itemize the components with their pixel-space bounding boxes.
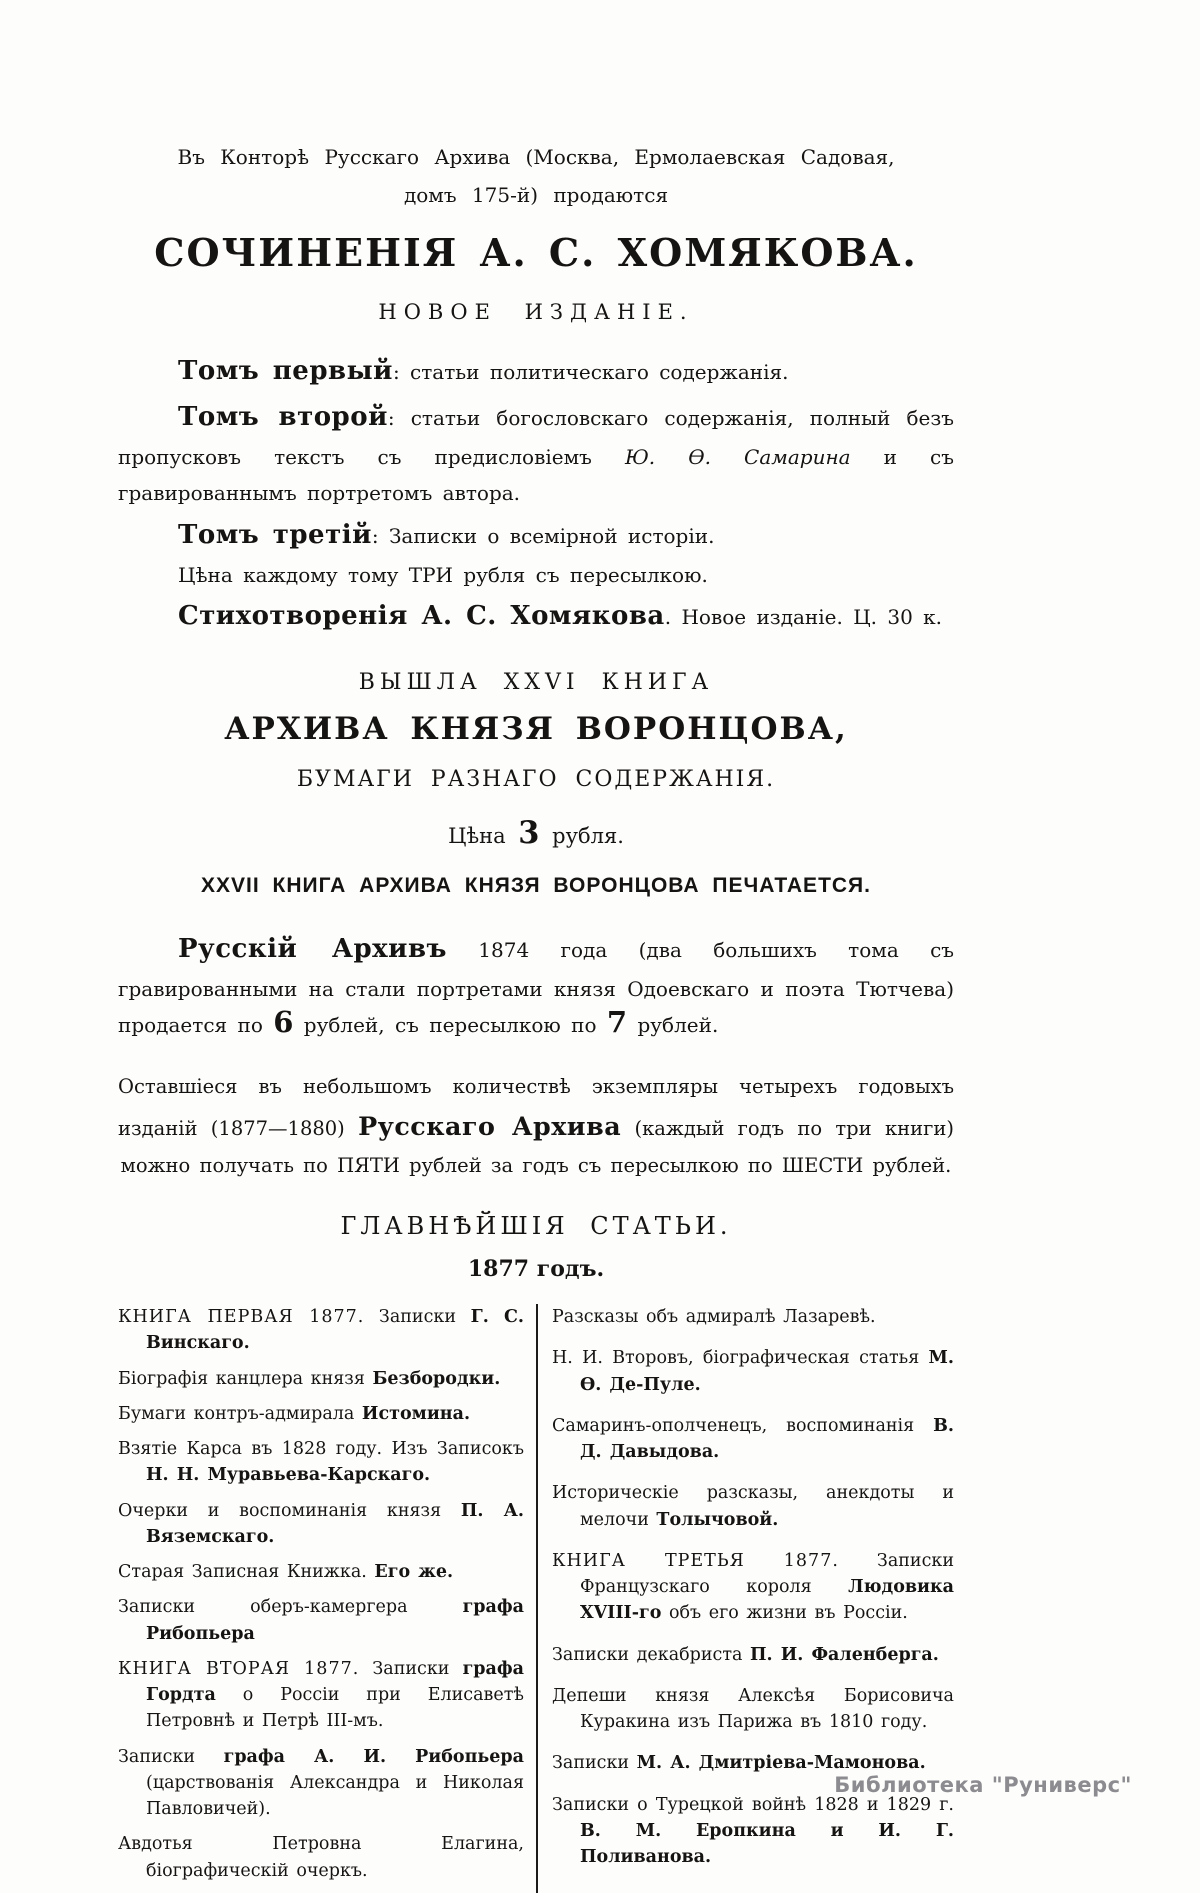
text-segment: Истомина. [361, 1403, 471, 1424]
text-segment: графа Рибопьера [146, 1597, 524, 1644]
main-articles-heading: ГЛАВНѢЙШІЯ СТАТЬИ. [340, 1212, 732, 1241]
text-segment: Оставшіеся въ небольшомъ количествѣ экземпляры четырехъ годовыхъ изданій (1877—1880) [118, 1074, 954, 1141]
arhiv-1874-entry [118, 926, 954, 1043]
text-segment: Записки оберъ-камергера [118, 1597, 463, 1618]
text-segment: Разсказы объ адмиралѣ Лазаревѣ. [552, 1307, 876, 1328]
article-list-item [552, 1345, 954, 1398]
article-list-item [552, 1304, 954, 1330]
publisher-address [118, 138, 954, 214]
text-segment: Томъ второй [178, 402, 388, 433]
voroncov-issued-line: ВЫШЛА XXVI КНИГА [358, 669, 714, 695]
text-segment: рублей, съ пересылкою по [293, 1012, 607, 1037]
text-segment: Русскаго Архива [358, 1111, 622, 1142]
articles-year: 1877 годъ. [467, 1256, 605, 1283]
text-segment: П. И. Фаленберга. [750, 1644, 939, 1665]
voroncov-price [118, 814, 954, 851]
page-title: СОЧИНЕНІЯ А. С. ХОМЯКОВА. [154, 230, 918, 275]
text-segment: 7 [606, 1004, 628, 1039]
voroncov-printing-note: XXVII КНИГА АРХИВА КНЯЗЯ ВОРОНЦОВА ПЕЧАТАЕТСЯ. [201, 874, 871, 898]
article-list-item [552, 1683, 954, 1736]
article-list-item [118, 1401, 524, 1427]
text-segment: графа Гордта [146, 1658, 524, 1706]
article-list-item [118, 1656, 524, 1735]
voroncov-subtitle: БУМАГИ РАЗНАГО СОДЕРЖАНІЯ. [296, 766, 776, 792]
text-segment: Очерки и воспоминанія князя [118, 1500, 461, 1521]
library-watermark: Библиотека "Руниверс" [834, 1773, 1132, 1797]
text-segment: графа А. И. Рибопьера [223, 1746, 524, 1767]
text-segment: Н. Н. Муравьева-Карскаго. [146, 1465, 431, 1486]
article-list-item [118, 1436, 524, 1489]
text-segment: В. Д. Давыдова. [580, 1415, 954, 1463]
text-segment: и съ гравированнымъ портретомъ автора. [118, 445, 954, 505]
remaining-copies-entry [118, 1070, 954, 1185]
text-segment: Безбородки. [372, 1368, 501, 1389]
text-segment: Стихотворенія А. С. Хомякова [178, 601, 665, 632]
article-list-item [118, 1559, 524, 1585]
voroncov-title: АРХИВА КНЯЗЯ ВОРОНЦОВА, [224, 710, 848, 747]
text-segment: Взятіе Карса въ 1828 году. Изъ Записокъ [118, 1439, 524, 1460]
articles-column-left [118, 1304, 536, 1893]
article-list-item [118, 1366, 524, 1392]
text-segment: Записки [118, 1746, 224, 1767]
text-segment: М. А. Дмитріева-Мамонова. [636, 1753, 926, 1774]
text-segment: Русскій Архивъ [178, 934, 447, 965]
text-segment: о Россіи при Елисаветѣ Петровнѣ и Петрѣ III-мъ. [146, 1685, 524, 1732]
text-segment: Записки [359, 1658, 463, 1679]
text-segment: Авдотья Петровна Елагина, біографическій очеркъ. [118, 1834, 524, 1881]
article-list-item [552, 1480, 954, 1533]
text-segment: 6 [273, 1004, 294, 1039]
poems-entry [118, 593, 954, 639]
text-segment: Его же. [374, 1562, 454, 1583]
text-segment: : статьи богословскаго содержанія, полный безъ пропусковъ текстъ съ предисловіемъ [118, 406, 954, 470]
text-segment: 3 [518, 814, 540, 851]
text-segment: (царствованія Александра и Николая Павловичей). [146, 1772, 524, 1820]
text-segment: КНИГА ВТОРАЯ 1877. [118, 1658, 360, 1679]
text-segment: В. М. Еропкина и И. Г. Поливанова. [580, 1820, 954, 1868]
text-segment: Старая Записная Книжка. [118, 1562, 375, 1583]
article-list-item [552, 1413, 954, 1466]
article-list-item [118, 1498, 524, 1551]
text-segment: Н. И. Второвъ, біографическая статья [552, 1348, 929, 1369]
text-segment: Толычовой. [656, 1509, 779, 1530]
text-segment: (каждый годъ по три книги) можно получать по ПЯТИ рублей за годъ съ пересылкою по ШЕСТИ рублей. [120, 1117, 954, 1178]
text-segment: Біографія канцлера князя [118, 1368, 373, 1389]
text-segment: М. Ѳ. Де-Пуле. [580, 1348, 954, 1395]
address-line-2: домъ 175-й) продаются [403, 183, 669, 207]
article-list-item [118, 1744, 524, 1823]
article-list-item [552, 1642, 954, 1668]
text-segment: Цѣна каждому тому ТРИ рубля съ пересылкою. [178, 562, 708, 587]
text-segment: Людовика XVIII-го [580, 1577, 954, 1624]
text-segment: Ю. Ѳ. Самарина [624, 445, 851, 470]
text-segment: Томъ третій [178, 519, 372, 550]
text-segment: КНИГА ТРЕТЬЯ 1877. [552, 1550, 839, 1571]
article-list-item [552, 1548, 954, 1627]
text-segment: Самаринъ-ополченецъ, воспоминанія [552, 1415, 934, 1436]
text-segment: Томъ первый [178, 355, 393, 386]
text-segment: 1874 года (два большихъ тома съ гравированными на стали портретами князя Одоевскаго и поэта Тютчева) продается по [118, 938, 954, 1037]
volume-3-entry [118, 512, 954, 558]
address-line-1: Въ Конторѣ Русскаго Архива (Москва, Ермолаевская Садовая, [177, 145, 895, 169]
edition-subtitle: НОВОЕ ИЗДАНІЕ. [378, 299, 694, 324]
text-segment: КНИГА ПЕРВАЯ 1877. [118, 1307, 365, 1328]
articles-column-right [536, 1304, 954, 1893]
text-segment: Записки Французскаго короля [580, 1550, 954, 1598]
text-segment: Бумаги контръ-адмирала [118, 1403, 362, 1424]
text-segment: объ его жизни въ Россіи. [661, 1603, 908, 1624]
text-segment: . Новое изданіе. Ц. 30 к. [664, 605, 943, 630]
text-segment: : статьи политическаго содержанія. [392, 359, 789, 384]
text-segment: Историческіе разсказы, анекдоты и мелочи [552, 1483, 954, 1530]
text-segment: Цѣна [448, 823, 519, 848]
text-segment: П. А. Вяземскаго. [146, 1500, 525, 1547]
text-segment: Записки [552, 1753, 637, 1774]
scanned-page [118, 0, 954, 1893]
text-segment: : Записки о всемірной исторіи. [371, 523, 715, 548]
voroncov-announcement [118, 670, 954, 898]
article-list-item [552, 1792, 954, 1871]
article-list-item [118, 1831, 524, 1884]
text-segment: Записки о Турецкой войнѣ 1828 и 1829 г. [552, 1794, 954, 1815]
text-segment: Г. С. Винскаго. [146, 1307, 524, 1354]
articles-columns [118, 1304, 954, 1893]
volume-2-entry [118, 394, 954, 511]
text-segment: Депеши князя Алексѣя Борисовича Куракина изъ Парижа въ 1810 году. [552, 1685, 954, 1733]
text-segment: рубля. [539, 823, 624, 848]
volume-1-entry [118, 348, 954, 394]
article-list-item [118, 1594, 524, 1647]
text-segment: Записки декабриста [552, 1644, 751, 1665]
text-segment: Записки [364, 1307, 471, 1328]
price-per-volume [118, 558, 954, 594]
text-segment: рублей. [627, 1012, 719, 1037]
article-list-item [118, 1304, 524, 1357]
